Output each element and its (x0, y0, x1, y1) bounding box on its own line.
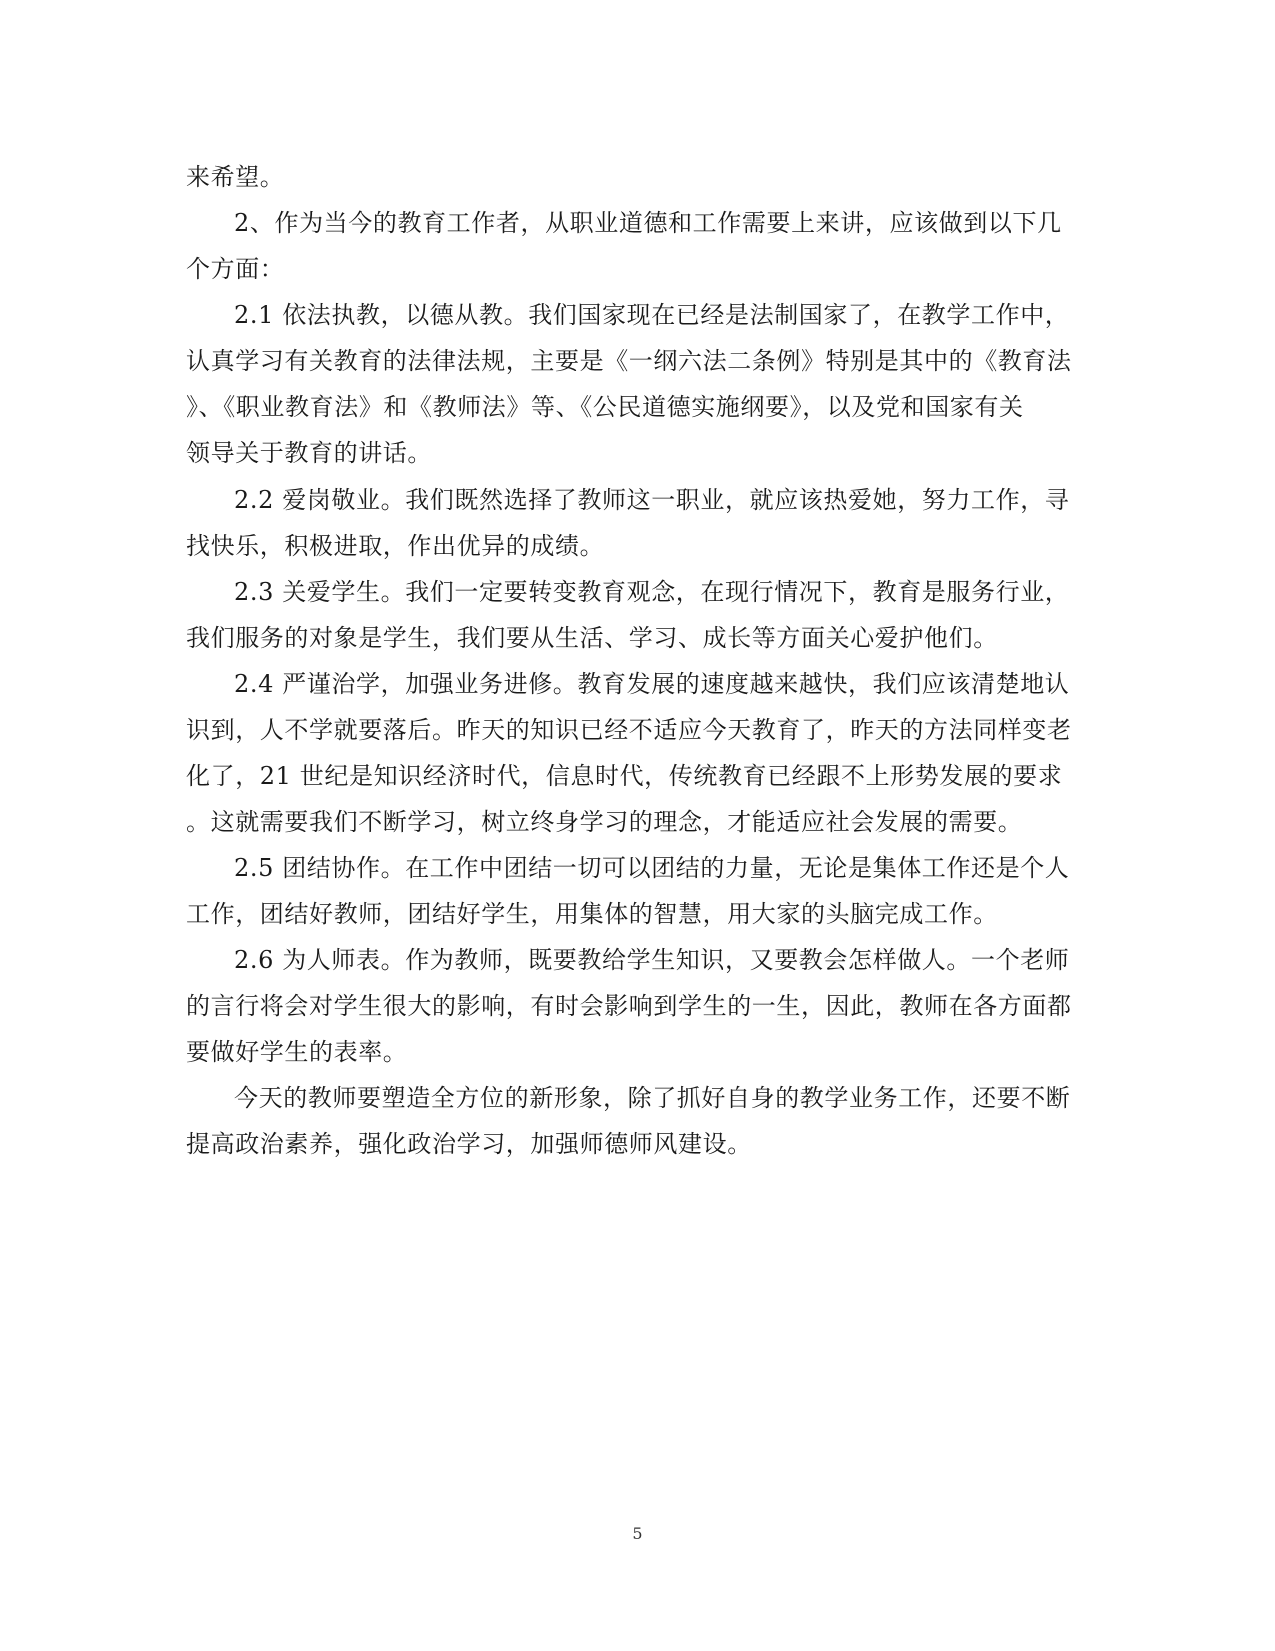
text-line: 今天的教师要塑造全方位的新形象，除了抓好自身的教学业务工作，还要不断 (234, 1084, 1071, 1112)
text-line: 2.4 严谨治学，加强业务进修。教育发展的速度越来越快，我们应该清楚地认 (234, 670, 1070, 698)
text-line: 来希望。 (186, 163, 285, 191)
text-line: 我们服务的对象是学生，我们要从生活、学习、成长等方面关心爱护他们。 (186, 624, 998, 652)
page-number: 5 (632, 1524, 643, 1543)
text-line: 》、《职业教育法》和《教师法》等、《公民道德实施纲要》，以及党和国家有关 (186, 393, 1024, 421)
text-line: 2.2 爱岗敬业。我们既然选择了教师这一职业，就应该热爱她，努力工作，寻 (234, 486, 1070, 514)
text-line: 个方面： (186, 255, 285, 283)
text-line: 2.3 关爱学生。我们一定要转变教育观念，在现行情况下，教育是服务行业， (234, 578, 1070, 606)
text-line: 找快乐，积极进取，作出优异的成绩。 (186, 532, 605, 560)
text-line: 工作，团结好教师，团结好学生，用集体的智慧，用大家的头脑完成工作。 (186, 900, 998, 928)
text-line: 领导关于教育的讲话。 (186, 439, 432, 467)
text-line: 2.6 为人师表。作为教师，既要教给学生知识，又要教会怎样做人。一个老师 (234, 946, 1070, 974)
text-line: 2、作为当今的教育工作者，从职业道德和工作需要上来讲，应该做到以下几 (234, 209, 1062, 237)
text-line: 。这就需要我们不断学习，树立终身学习的理念，才能适应社会发展的需要。 (186, 808, 1023, 836)
text-line: 2.5 团结协作。在工作中团结一切可以团结的力量，无论是集体工作还是个人 (234, 854, 1070, 882)
text-line: 提高政治素养，强化政治学习，加强师德师风建设。 (186, 1130, 752, 1158)
text-line: 2.1 依法执教，以德从教。我们国家现在已经是法制国家了，在教学工作中， (234, 301, 1070, 329)
text-line: 要做好学生的表率。 (186, 1038, 408, 1066)
text-line: 识到，人不学就要落后。昨天的知识已经不适应今天教育了，昨天的方法同样变老 (186, 716, 1072, 744)
text-line: 认真学习有关教育的法律法规，主要是《一纲六法二条例》特别是其中的《教育法 (186, 347, 1072, 375)
text-line: 的言行将会对学生很大的影响，有时会影响到学生的一生，因此，教师在各方面都 (186, 992, 1072, 1020)
text-line: 化了，21 世纪是知识经济时代，信息时代，传统教育已经跟不上形势发展的要求 (186, 762, 1063, 790)
